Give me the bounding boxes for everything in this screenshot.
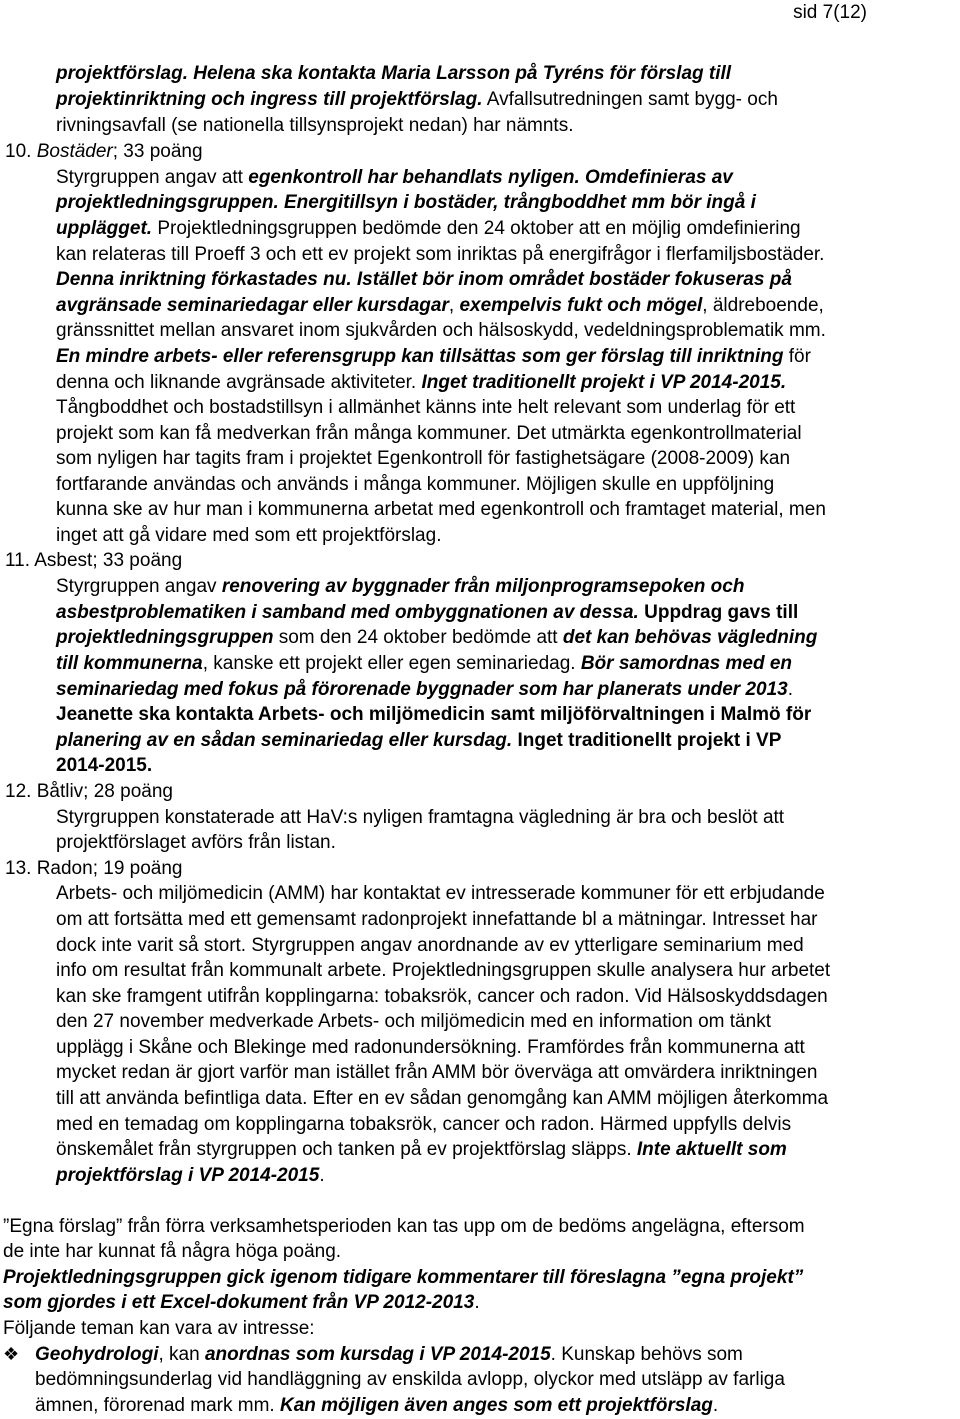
item-10-line: inget att gå vidare med som ett projektförslag. bbox=[56, 525, 442, 546]
closing-paragraph-line: Följande teman kan vara av intresse: bbox=[3, 1318, 315, 1339]
item-13-line: med en temadag om kopplingarna tobaksrök, cancer och radon. Härmed uppfylls delvis bbox=[56, 1114, 792, 1135]
item-10-line: Styrgruppen angav att egenkontroll har behandlats nyligen. Omdefinieras av bbox=[56, 167, 733, 188]
intro-line-1: projektförslag. Helena ska kontakta Maria Larsson på Tyréns för förslag till bbox=[56, 63, 732, 84]
item-13-heading: 13. Radon; 19 poäng bbox=[5, 858, 183, 879]
item-10-line: projektledningsgruppen. Energitillsyn i bostäder, trångboddhet mm bör ingå i bbox=[56, 192, 756, 213]
item-13-line: kan ske framgent utifrån kopplingarna: tobaksrök, cancer och radon. Vid Hälsoskyddsdagen bbox=[56, 986, 828, 1007]
item-11-line: asbestproblematiken i samband med ombyggnationen av dessa. Uppdrag gavs till bbox=[56, 602, 799, 623]
closing-paragraph-line: ”Egna förslag” från förra verksamhetsperioden kan tas upp om de bedöms angelägna, eftersom bbox=[3, 1216, 805, 1237]
item-12-heading: 12. Båtliv; 28 poäng bbox=[5, 781, 173, 802]
item-11-line: 2014-2015. bbox=[56, 755, 153, 776]
item-10-line: kunna ske av hur man i kommunerna arbetat med egenkontroll och framtaget material, men bbox=[56, 499, 826, 520]
page-number: sid 7(12) bbox=[793, 2, 867, 23]
item-10-line: avgränsade seminariedagar eller kursdagar, exempelvis fukt och mögel, äldreboende, bbox=[56, 295, 824, 316]
item-10-line: En mindre arbets- eller referensgrupp kan tillsättas som ger förslag till inriktning för bbox=[56, 346, 811, 367]
item-13-line: om att fortsätta med ett gemensamt radonprojekt innefattande bl a mätningar. Intresset har bbox=[56, 909, 818, 930]
item-13-line: projektförslag i VP 2014-2015. bbox=[56, 1165, 325, 1186]
bullet-item-line: bedömningsunderlag vid handläggning av enskilda avlopp, olyckor med utsläpp av farliga bbox=[35, 1369, 785, 1390]
intro-line-2: projektinriktning och ingress till projektförslag. Avfallsutredningen samt bygg- och bbox=[56, 89, 778, 110]
item-13-line: önskemålet från styrgruppen och tanken på ev projektförslag släpps. Inte aktuellt som bbox=[56, 1139, 787, 1160]
diamond-bullet-icon: ❖ bbox=[3, 1344, 20, 1364]
item-10-line: fortfarande användas och används i många kommuner. Möjligen skulle en uppföljning bbox=[56, 474, 775, 495]
item-11-line: Jeanette ska kontakta Arbets- och miljömedicin samt miljöförvaltningen i Malmö för bbox=[56, 704, 812, 725]
closing-paragraph-line: som gjordes i ett Excel-dokument från VP 2012-2013. bbox=[3, 1292, 480, 1313]
item-10-line: denna och liknande avgränsade aktiviteter. Inget traditionellt projekt i VP 2014-2015. bbox=[56, 372, 787, 393]
item-13-line: till att använda befintliga data. Efter en ev sådan genomgång kan AMM möjligen återkomma bbox=[56, 1088, 829, 1109]
item-10-line: gränssnittet mellan ansvaret inom sjukvården och hälsoskydd, vedeldningsproblematik mm. bbox=[56, 320, 826, 341]
item-12-line: projektförslaget avförs från listan. bbox=[56, 832, 336, 853]
item-13-line: Arbets- och miljömedicin (AMM) har kontaktat ev intresserade kommuner för ett erbjudande bbox=[56, 883, 825, 904]
closing-paragraph-line: Projektledningsgruppen gick igenom tidigare kommentarer till föreslagna ”egna projekt” bbox=[3, 1267, 804, 1288]
item-11-line: seminariedag med fokus på förorenade byggnader som har planerats under 2013. bbox=[56, 679, 794, 700]
bullet-item-line: ämnen, förorenad mark mm. Kan möjligen även anges som ett projektförslag. bbox=[35, 1395, 719, 1416]
item-10-line: projekt som kan få medverkan från många kommuner. Det utmärkta egenkontrollmaterial bbox=[56, 423, 802, 444]
item-13-line: mycket redan är gjort varför man istället från AMM bör överväga att omvärdera inriktningen bbox=[56, 1062, 818, 1083]
item-11-heading: 11. Asbest; 33 poäng bbox=[5, 550, 183, 571]
item-13-line: den 27 november medverkade Arbets- och miljömedicin med en information om tänkt bbox=[56, 1011, 771, 1032]
intro-line-3: rivningsavfall (se nationella tillsynsprojekt nedan) har nämnts. bbox=[56, 115, 574, 136]
item-12-line: Styrgruppen konstaterade att HaV:s nyligen framtagna vägledning är bra och beslöt att bbox=[56, 807, 785, 828]
item-10-line: kan relateras till Proeff 3 och ett ev projekt som inriktas på energifrågor i flerfamiljsbostäder. bbox=[56, 244, 825, 265]
item-10-line: Denna inriktning förkastades nu. Istället bör inom området bostäder fokuseras på bbox=[56, 269, 792, 290]
item-13-line: dock inte varit så stort. Styrgruppen angav anordnande av ev ytterligare seminarium med bbox=[56, 935, 804, 956]
item-13-line: upplägg i Skåne och Blekinge med radonundersökning. Framfördes från kommunerna att bbox=[56, 1037, 805, 1058]
item-10-line: upplägget. Projektledningsgruppen bedömde den 24 oktober att en möjlig omdefiniering bbox=[56, 218, 801, 239]
item-11-line: Styrgruppen angav renovering av byggnader från miljonprogramsepoken och bbox=[56, 576, 745, 597]
item-11-line: till kommunerna, kanske ett projekt eller egen seminariedag. Bör samordnas med en bbox=[56, 653, 793, 674]
item-10-heading: 10. Bostäder; 33 poäng bbox=[5, 141, 203, 162]
item-10-line: Tångboddhet och bostadstillsyn i allmänhet känns inte helt relevant som underlag för ett bbox=[56, 397, 796, 418]
item-13-line: info om resultat från kommunalt arbete. Projektledningsgruppen skulle analysera hur arbetet bbox=[56, 960, 831, 981]
item-11-line: projektledningsgruppen som den 24 oktober bedömde att det kan behövas vägledning bbox=[56, 627, 818, 648]
bullet-item-line: ❖ Geohydrologi, kan anordnas som kursdag i VP 2014-2015. Kunskap behövs som bbox=[3, 1342, 743, 1368]
item-10-line: som nyligen har tagits fram i projektet Egenkontroll för fastighetsägare (2008-2009) kan bbox=[56, 448, 791, 469]
item-11-line: planering av en sådan seminariedag eller kursdag. Inget traditionellt projekt i VP bbox=[56, 730, 782, 751]
closing-paragraph-line: de inte har kunnat få några höga poäng. bbox=[3, 1241, 342, 1262]
